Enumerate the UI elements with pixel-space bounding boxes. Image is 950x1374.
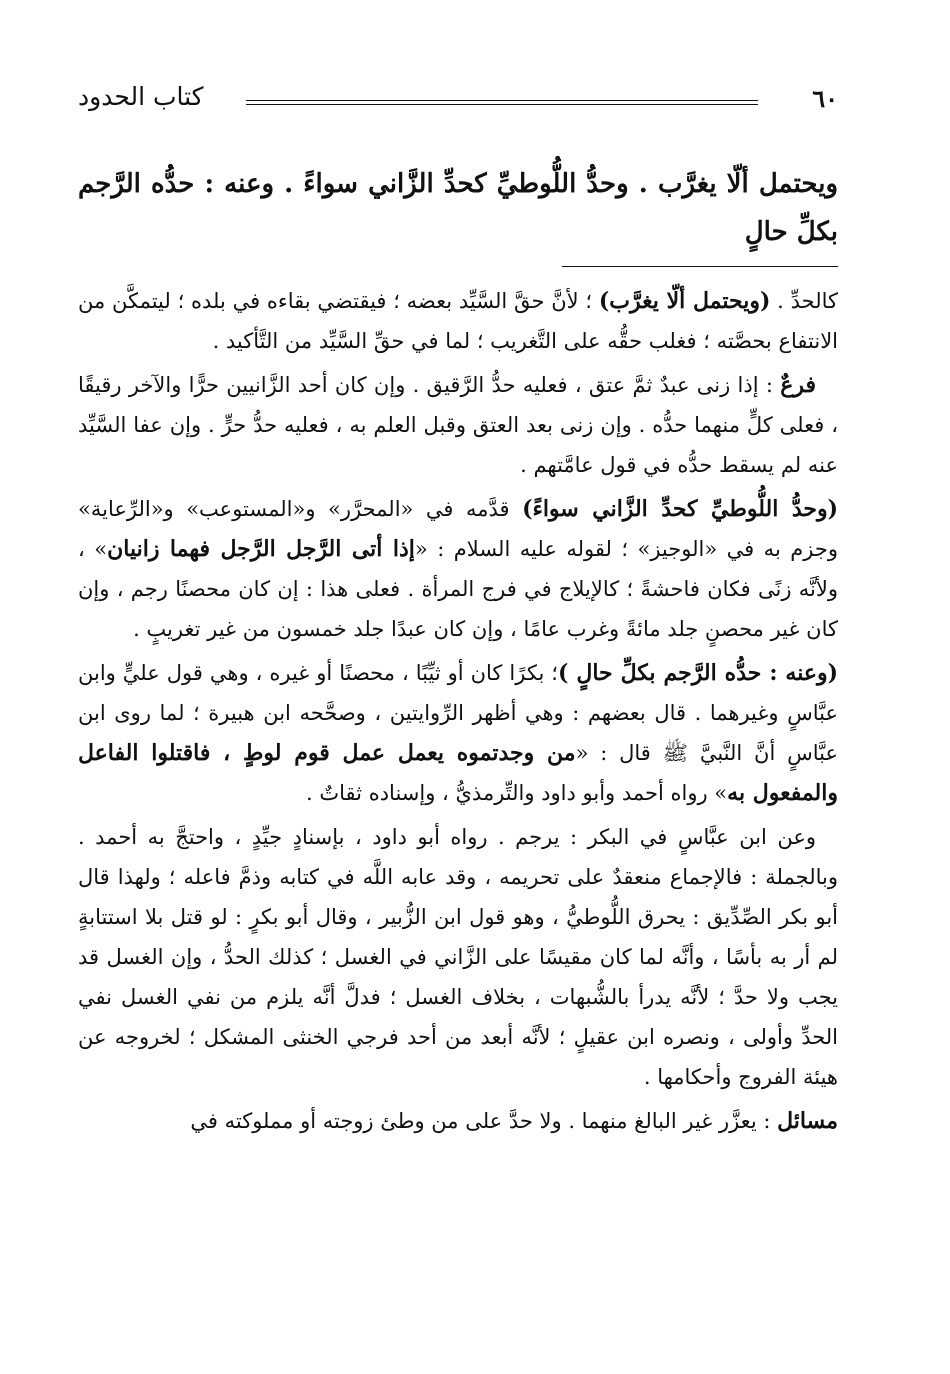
text-span: ؛ بكرًا كان أو ثيِّبًا ، محصنًا أو غيره ، وهي قول عليٍّ وابن عبَّاسٍ وغيرهما . قال بعضهم : وهي أظهر الرِّوايتين ، وصحَّحه ابن هبيرة ؛ لما روى ابن عبَّاسٍ أنَّ النَّبيَّ ﷺ قال : « — [78, 661, 838, 765]
quoted-base-text: (ويحتمل ألّا يغرَّب) — [598, 288, 771, 314]
text-span: » رواه أحمد وأبو داود والتِّرمذيُّ ، وإسناده ثقاتٌ . — [306, 781, 728, 805]
running-title: كتاب الحدود — [78, 82, 204, 111]
commentary-paragraph — [78, 281, 838, 361]
section-heading: مسائل — [777, 1108, 838, 1134]
hadith-text: من وجدتموه يعمل عمل قوم لوطٍ ، فاقتلوا الفاعل والمفعول به — [78, 740, 838, 806]
base-text-rule — [562, 266, 838, 267]
quoted-base-text: (وحدُّ اللُّوطيِّ كحدِّ الزَّاني سواءً) — [522, 496, 839, 522]
section-heading: فرعٌ — [780, 372, 816, 398]
hadith-text: إذا أتى الرَّجل الرَّجل فهما زانيان — [107, 536, 415, 562]
text-span: ؛ لأنَّ حقَّ السَّيِّد بعضه ؛ فيقتضي بقاءه في بلده ؛ ليتمكَّن من الانتفاع بحصَّته ؛ فغلب حقُّه على التَّغريب ؛ لما في حقِّ السَّيِّد من التَّأكيد . — [78, 289, 838, 353]
commentary-paragraph — [78, 489, 838, 649]
base-text: ويحتمل ألّا يغرَّب . وحدُّ اللُّوطيِّ كحدِّ الزَّاني سواءً . وعنه : حدُّه الرَّجم بكلِّ حالٍ — [78, 169, 838, 247]
page — [78, 70, 838, 1145]
text-span: قدَّمه في «المحرَّر» و«المستوعب» و«الرِّعاية» وجزم به في «الوجيز» ؛ لقوله عليه السلام : « — [78, 497, 838, 561]
page-header — [78, 70, 838, 120]
page-number: ٦٠ — [812, 84, 838, 113]
commentary-paragraph: وعن ابن عبَّاسٍ في البكر : يرجم . رواه أبو داود ، بإسنادٍ جيِّدٍ ، واحتجَّ به أحمد . وبالجملة : فالإجماع منعقدٌ على تحريمه ، وقد عابه اللَّه في كتابه وذمَّ فاعله ؛ ولهذا قال أبو بكر الصِّدِّيق : يحرق اللُّوطيُّ ، وهو قول ابن الزُّبير ، وقال أبو بكرٍ : لو قتل بلا استتابةٍ لم أر به بأسًا ، وأنَّه لما كان مقيسًا على الزَّاني في الغسل ؛ كذلك الحدُّ ، وإن الغسل قد يجب ولا حدَّ ؛ لأنَّه يدرأ بالشُّبهات ، بخلاف الغسل ؛ فدلَّ أنَّه يلزم من نفي الغسل نفي الحدِّ وأولى ، ونصره ابن عقيلٍ ؛ لأنَّه أبعد من أحد فرجي الخنثى المشكل ؛ لخروجه عن هيئة الفروج وأحكامها . — [78, 825, 839, 1089]
commentary-paragraph — [78, 365, 838, 485]
text-span: : إذا زنى عبدٌ ثمَّ عتق ، فعليه حدُّ الرَّقيق . وإن كان أحد الزَّانيين حرًّا والآخر رقيقًا ، فعلى كلٍّ منهما حدُّه . وإن زنى بعد العتق وقبل العلم به ، فعليه حدُّ حرٍّ . وإن عفا السَّيِّد عنه لم يسقط حدُّه في قول عامَّتهم . — [78, 373, 838, 477]
text-span: » ، ولأنَّه زنًى فكان فاحشةً ؛ كالإيلاج في فرج المرأة . فعلى هذا : إن كان محصنًا رجم ، وإن كان غير محصنٍ جلد مائةً وغرب عامًا ، وإن كان عبدًا جلد خمسون من غير تغريبٍ . — [78, 537, 838, 641]
commentary-paragraph — [78, 653, 838, 813]
text-span: : يعزَّر غير البالغ منهما . ولا حدَّ على من وطئ زوجته أو مملوكته في — [190, 1109, 778, 1133]
header-rule — [246, 100, 758, 105]
commentary-paragraph — [78, 1101, 838, 1141]
text-span: كالحدِّ . — [770, 289, 838, 313]
quoted-base-text: (وعنه : حدُّه الرَّجم بكلِّ حالٍ ) — [557, 660, 839, 686]
